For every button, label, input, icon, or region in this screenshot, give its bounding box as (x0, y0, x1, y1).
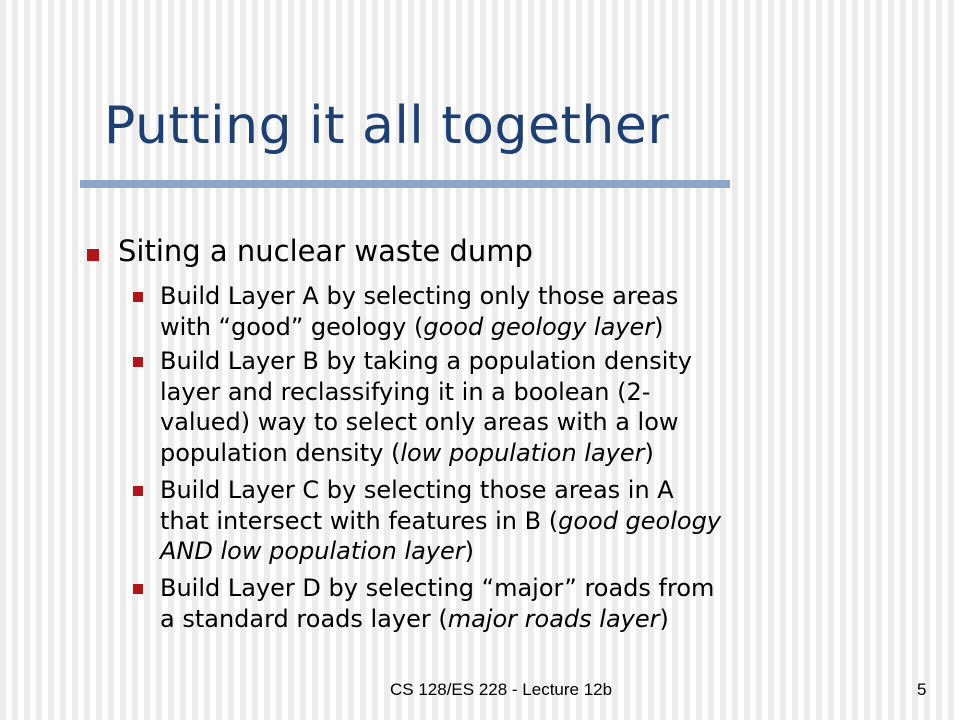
text-run: population density ( (160, 438, 401, 467)
slide-title: Putting it all together (104, 96, 670, 156)
text-run: Build Layer D by selecting “major” roads from (160, 574, 715, 602)
sub-bullet-line (160, 312, 930, 343)
text-run: Build Layer A by selecting only those areas (160, 282, 679, 310)
page-number: 5 (917, 680, 927, 699)
sub-bullet-line (160, 604, 930, 635)
italic-text-run: good geology (558, 506, 722, 535)
square-bullet-icon (133, 486, 143, 496)
square-bullet-icon (133, 357, 143, 367)
text-run: valued) way to select only areas with a low (160, 408, 679, 436)
text-run: a standard roads layer ( (160, 604, 448, 633)
square-bullet-icon (87, 249, 99, 261)
italic-text-run: major roads layer (447, 604, 660, 633)
sub-bullet-line (160, 346, 930, 377)
sub-bullet-line (160, 407, 930, 438)
sub-bullet-line (160, 506, 930, 537)
sub-bullet-line (160, 573, 930, 604)
bullet-text: Siting a nuclear waste dump (118, 234, 533, 268)
text-run: layer and reclassifying it in a boolean (2- (160, 377, 651, 406)
footer-text: CS 128/ES 228 - Lecture 12b (390, 680, 613, 699)
sub-bullet-line (160, 281, 930, 312)
sub-bullet-text (160, 475, 930, 567)
square-bullet-icon (133, 292, 143, 302)
title-underline (80, 180, 730, 188)
sub-bullet-line (160, 438, 930, 469)
text-run: ) (644, 438, 654, 467)
text-run: Build Layer B by taking a population density (160, 347, 693, 375)
sub-bullet-text (160, 281, 930, 342)
text-run: with “good” geology ( (160, 312, 424, 341)
square-bullet-icon (133, 584, 143, 594)
italic-text-run: good geology layer (423, 312, 655, 341)
sub-bullet-text (160, 573, 930, 634)
text-run: ) (464, 537, 475, 565)
italic-text-run: low population layer (400, 438, 645, 467)
text-run: ) (654, 312, 664, 341)
italic-text-run: AND low population layer (160, 537, 465, 565)
text-run: Build Layer C by selecting those areas in A (160, 476, 674, 504)
sub-bullet-text (160, 346, 930, 468)
sub-bullet-line (160, 536, 930, 567)
sub-bullet-line (160, 475, 930, 506)
text-run: that intersect with features in B ( (160, 506, 559, 535)
text-run: ) (659, 604, 669, 633)
sub-bullet-line (160, 377, 930, 408)
